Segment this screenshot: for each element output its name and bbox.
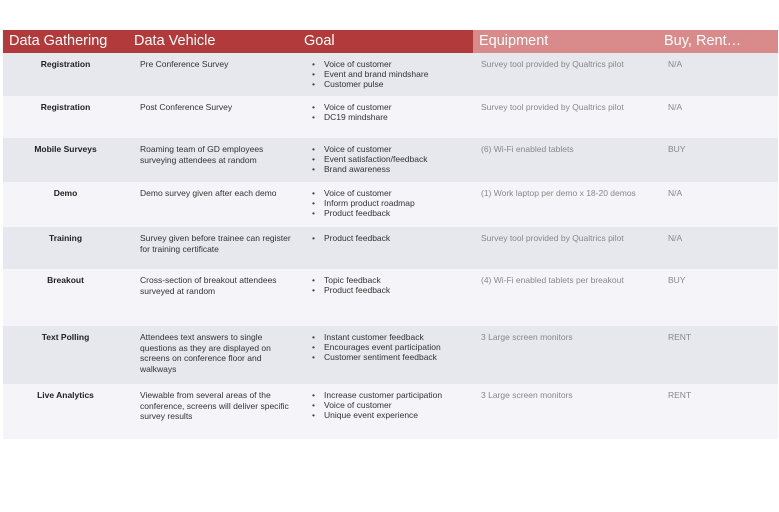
goal-item: • Product feedback — [324, 208, 473, 218]
row-buy-rent: BUY — [668, 275, 686, 285]
row-vehicle: Demo survey given after each demo — [140, 188, 277, 198]
row-label: Mobile Surveys — [34, 144, 97, 154]
header-equipment: Equipment — [473, 30, 658, 53]
goal-list — [312, 332, 473, 362]
row-equipment: (1) Work laptop per demo x 18-20 demos — [481, 188, 636, 198]
row-equipment: (4) Wi-Fi enabled tablets per breakout — [481, 275, 624, 285]
goal-item: • Voice of customer — [324, 59, 473, 69]
goal-item: • Event and brand mindshare — [324, 69, 473, 79]
header-data-gathering: Data Gathering — [3, 30, 128, 53]
goal-item: • Customer sentiment feedback — [324, 352, 473, 362]
row-goals — [298, 182, 473, 227]
goal-item: • Event satisfaction/feedback — [324, 154, 473, 164]
row-goals — [298, 53, 473, 96]
header-data-vehicle: Data Vehicle — [128, 30, 298, 53]
header-buy-rent: Buy, Rent… — [658, 30, 778, 53]
goal-list — [312, 390, 473, 420]
row-buy-rent: RENT — [668, 390, 692, 400]
row-equipment: Survey tool provided by Qualtrics pilot — [481, 59, 624, 69]
goal-item: • Unique event experience — [324, 410, 473, 420]
row-equipment: Survey tool provided by Qualtrics pilot — [481, 233, 624, 243]
goal-item: • Product feedback — [324, 233, 473, 243]
row-label: Breakout — [47, 275, 84, 285]
row-vehicle: Survey given before trainee can register for training certificate — [140, 233, 291, 254]
row-equipment: Survey tool provided by Qualtrics pilot — [481, 102, 624, 112]
goal-item: • Customer pulse — [324, 79, 473, 89]
goal-item: • Voice of customer — [324, 188, 473, 198]
row-buy-rent: N/A — [668, 188, 683, 198]
goal-item: • Increase customer participation — [324, 390, 473, 400]
table-header — [3, 30, 778, 53]
header-goal: Goal — [298, 30, 473, 53]
table-body — [3, 53, 778, 439]
row-vehicle: Post Conference Survey — [140, 102, 233, 112]
row-goals — [298, 96, 473, 138]
goal-list — [312, 102, 473, 122]
table-row — [3, 384, 778, 439]
goal-item: • Inform product roadmap — [324, 198, 473, 208]
row-label: Text Polling — [41, 332, 90, 342]
goal-list — [312, 233, 473, 243]
goal-item: • DC19 mindshare — [324, 112, 473, 122]
row-goals — [298, 326, 473, 384]
table-row — [3, 182, 778, 227]
table-row — [3, 53, 778, 96]
row-equipment: (6) Wi-Fi enabled tablets — [481, 144, 574, 154]
data-gathering-table — [3, 30, 778, 439]
goal-item: • Topic feedback — [324, 275, 473, 285]
row-label: Registration — [40, 102, 91, 112]
row-goals — [298, 227, 473, 269]
table-row — [3, 326, 778, 384]
row-vehicle: Viewable from several areas of the conference, screens will deliver specific survey results — [140, 390, 289, 421]
row-vehicle: Pre Conference Survey — [140, 59, 229, 69]
row-buy-rent: N/A — [668, 233, 683, 243]
goal-list — [312, 59, 473, 89]
row-buy-rent: N/A — [668, 59, 683, 69]
row-label: Training — [48, 233, 83, 243]
goal-item: • Voice of customer — [324, 144, 473, 154]
row-goals — [298, 384, 473, 439]
row-equipment: 3 Large screen monitors — [481, 390, 573, 400]
row-goals — [298, 269, 473, 326]
row-buy-rent: BUY — [668, 144, 686, 154]
row-buy-rent: N/A — [668, 102, 683, 112]
row-vehicle: Cross-section of breakout attendees surveyed at random — [140, 275, 277, 296]
row-label: Live Analytics — [37, 390, 94, 400]
row-label: Demo — [53, 188, 78, 198]
goal-item: • Brand awareness — [324, 164, 473, 174]
goal-list — [312, 188, 473, 218]
row-vehicle: Attendees text answers to single questions as they are displayed on screens on conference floor and walkways — [140, 332, 271, 374]
row-equipment: 3 Large screen monitors — [481, 332, 573, 342]
table-row — [3, 138, 778, 182]
goal-item: • Voice of customer — [324, 400, 473, 410]
goal-item: • Instant customer feedback — [324, 332, 473, 342]
goal-list — [312, 144, 473, 174]
goal-item: • Product feedback — [324, 285, 473, 295]
row-label: Registration — [40, 59, 91, 69]
goal-item: • Encourages event participation — [324, 342, 473, 352]
row-vehicle: Roaming team of GD employees surveying attendees at random — [140, 144, 264, 165]
table-row — [3, 269, 778, 326]
table-row — [3, 227, 778, 269]
goal-item: • Voice of customer — [324, 102, 473, 112]
row-buy-rent: RENT — [668, 332, 692, 342]
goal-list — [312, 275, 473, 295]
row-goals — [298, 138, 473, 182]
table-row — [3, 96, 778, 138]
